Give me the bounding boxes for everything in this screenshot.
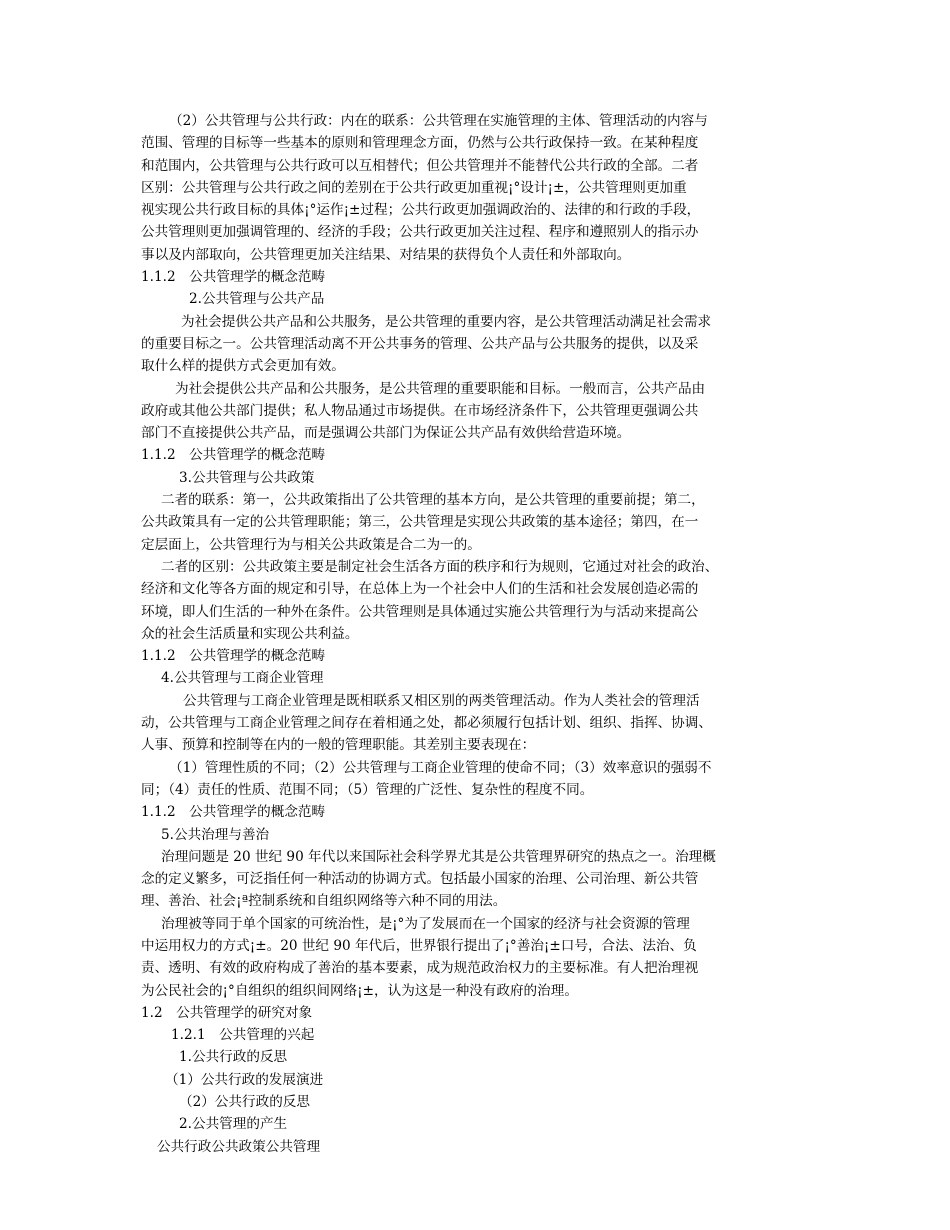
section-heading: 1.1.2 公共管理学的概念范畴 — [141, 447, 326, 464]
text-line: 范围、管理的目标等一些基本的原则和管理理念方面，仍然与公共行政保持一致。在某种程度 — [141, 135, 699, 152]
text-line: 中运用权力的方式¡±。20 世纪 90 年代后，世界银行提出了¡°善治¡±口号，合法、法治、负 — [141, 937, 697, 954]
text-line: 治理问题是 20 世纪 90 年代以来国际社会科学界尤其是公共管理界研究的热点之一。治理概 — [161, 848, 716, 865]
text-line: 责、透明、有效的政府构成了善治的基本要素，成为规范政治权力的主要标准。有人把治理视 — [141, 960, 699, 977]
text-line: （2）公共管理与公共行政：内在的联系：公共管理在实施管理的主体、管理活动的内容与 — [169, 113, 708, 129]
section-heading: 1.1.2 公共管理学的概念范畴 — [141, 269, 326, 286]
subsection-heading: 1.2.1 公共管理的兴起 — [171, 1027, 315, 1044]
paragraph-policy-difference — [141, 556, 812, 645]
text-line: 视实现公共行政目标的具体¡°运作¡±过程；公共行政更加强调政治的、法律的和行政的手段， — [141, 202, 701, 219]
section-heading: 1.1.2 公共管理学的概念范畴 — [141, 648, 326, 665]
text-line: 事以及内部取向，公共管理更加关注结果、对结果的获得负个人责任和外部取向。 — [141, 246, 631, 263]
text-line: 理、善治、社会¡ª控制系统和自组织网络等六种不同的用法。 — [141, 893, 507, 910]
document-body — [141, 110, 812, 1158]
outline-item: （1）公共行政的发展演进 — [165, 1071, 324, 1088]
paragraph-public-goods-2 — [141, 378, 812, 445]
section-heading: 1.1.2 公共管理学的概念范畴 — [141, 804, 326, 821]
text-line: 经济和文化等各方面的规定和引导，在总体上为一个社会中人们的生活和社会发展创造必需的 — [141, 581, 699, 598]
outline-item: （2）公共行政的反思 — [179, 1094, 310, 1111]
text-line: 政府或其他公共部门提供；私人物品通过市场提供。在市场经济条件下，公共管理更强调公共 — [141, 402, 699, 419]
text-line: 公共政策具有一定的公共管理职能；第三，公共管理是实现公共政策的基本途径；第四，在一 — [141, 514, 699, 531]
text-line: 二者的联系：第一，公共政策指出了公共管理的基本方向，是公共管理的重要前提；第二， — [161, 492, 705, 509]
subsection-heading: 2.公共管理与公共产品 — [189, 291, 325, 308]
text-line: 取什么样的提供方式会更加有效。 — [141, 358, 345, 375]
subsection-heading: 3.公共管理与公共政策 — [179, 469, 315, 486]
text-line: 的重要目标之一。公共管理活动离不开公共事务的管理、公共产品与公共服务的提供，以及采 — [141, 335, 699, 352]
text-line: 念的定义繁多，可泛指任何一种活动的协调方式。包括最小国家的治理、公司治理、新公共管 — [141, 871, 699, 888]
text-line: 动，公共管理与工商企业管理之间存在着相通之处，都必须履行包括计划、组织、指挥、协调、 — [141, 715, 712, 732]
text-line: 环境，即人们生活的一种外在条件。公共管理则是具体通过实施公共管理行为与活动来提高公 — [141, 603, 699, 620]
text-line: 区别：公共管理与公共行政之间的差别在于公共行政更加重视¡°设计¡±，公共管理则更加重 — [141, 179, 687, 196]
paragraph-public-goods-1 — [141, 311, 812, 378]
text-line: 为社会提供公共产品和公共服务，是公共管理的重要职能和目标。一般而言，公共产品由 — [175, 380, 706, 397]
text-line: 定层面上，公共管理行为与相关公共政策是合二为一的。 — [141, 536, 481, 553]
outline-item: 公共行政公共政策公共管理 — [157, 1138, 321, 1155]
outline-item: 2.公共管理的产生 — [179, 1116, 288, 1133]
subsection-heading: 5.公共治理与善治 — [161, 826, 270, 843]
text-line: 部门不直接提供公共产品，而是强调公共部门为保证公共产品有效供给营造环境。 — [141, 425, 631, 442]
text-line: 和范围内，公共管理与公共行政可以互相替代；但公共管理并不能替代公共行政的全部。二者 — [141, 157, 699, 174]
paragraph-governance-2 — [141, 913, 812, 1002]
section-heading: 1.2 公共管理学的研究对象 — [141, 1004, 313, 1021]
text-line: 治理被等同于单个国家的可统治性，是¡°为了发展而在一个国家的经济与社会资源的管理 — [161, 915, 690, 932]
outline-item: 1.公共行政的反思 — [179, 1049, 288, 1066]
text-line: （1）管理性质的不同；（2）公共管理与工商企业管理的使命不同；（3）效率意识的强弱不 — [169, 759, 712, 776]
paragraph-business-management — [141, 690, 812, 757]
subsection-heading: 4.公共管理与工商企业管理 — [161, 670, 324, 687]
paragraph-differences-list — [141, 757, 812, 802]
text-line: 为社会提供公共产品和公共服务，是公共管理的重要内容，是公共管理活动满足社会需求 — [181, 313, 712, 330]
text-line: 公共管理则更加强调管理的、经济的手段；公共行政更加关注过程、程序和遵照别人的指示办 — [141, 224, 699, 241]
text-line: 公共管理与工商企业管理是既相联系又相区别的两类管理活动。作为人类社会的管理活 — [183, 692, 700, 709]
paragraph-relation-admin — [141, 110, 812, 266]
paragraph-governance-1 — [141, 846, 812, 913]
text-line: 人事、预算和控制等在内的一般的管理职能。其差别主要表现在： — [141, 737, 536, 754]
paragraph-policy-relation — [141, 489, 812, 556]
text-line: 为公民社会的¡°自组织的组织间网络¡±，认为这是一种没有政府的治理。 — [141, 982, 578, 999]
text-line: 二者的区别：公共政策主要是制定社会生活各方面的秩序和行为规则，它通过对社会的政治、 — [161, 558, 719, 575]
text-line: 众的社会生活质量和实现公共利益。 — [141, 625, 359, 642]
text-line: 同；（4）责任的性质、范围不同；（5）管理的广泛性、复杂性的程度不同。 — [141, 781, 594, 798]
